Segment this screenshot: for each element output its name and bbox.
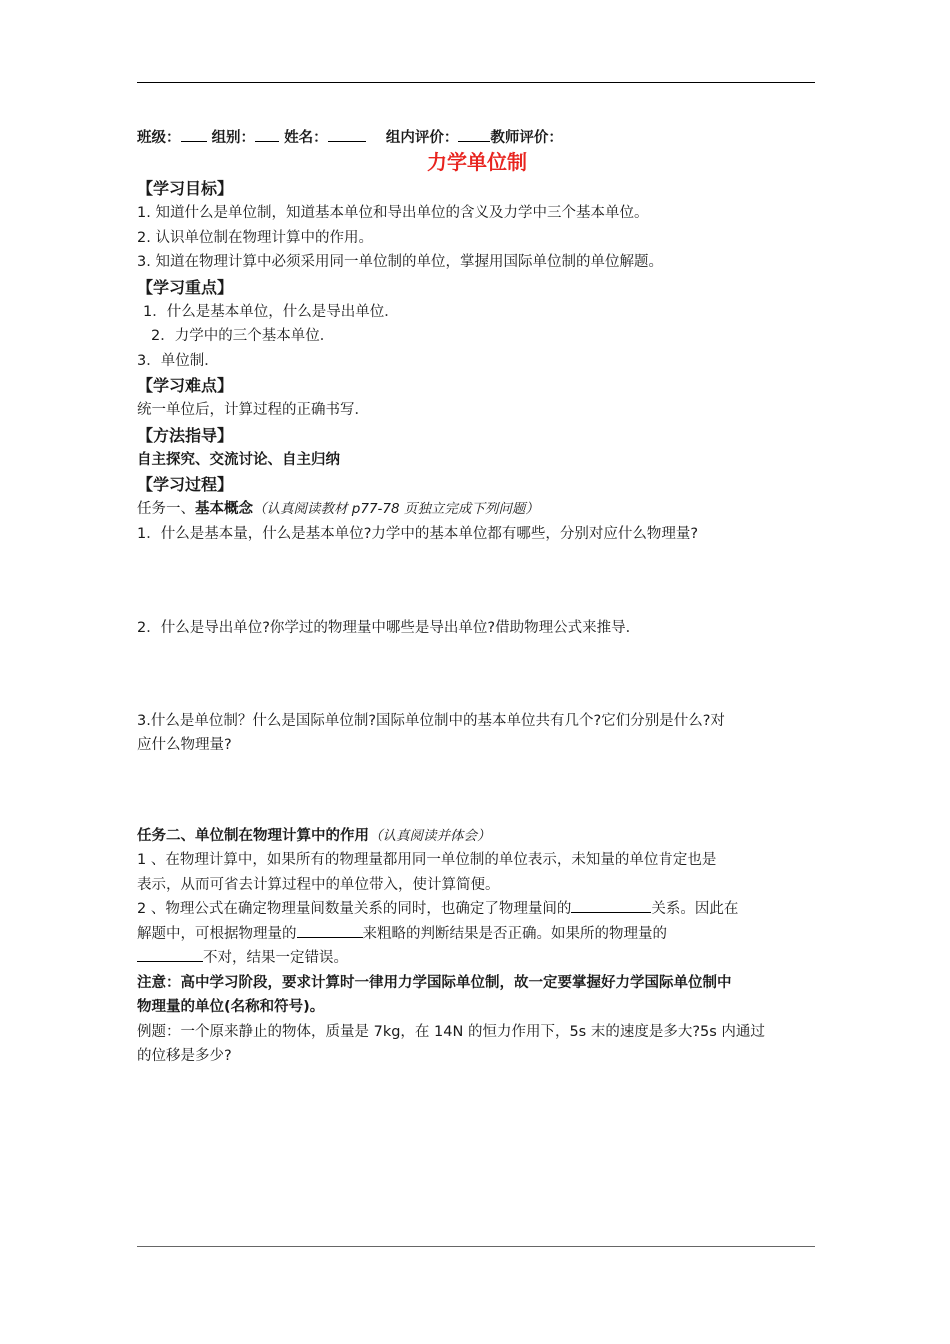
- objectives-heading: 【学习目标】: [137, 179, 234, 198]
- example-problem-cont: 的位移是多少?: [137, 1048, 232, 1064]
- answer-space: [137, 758, 817, 824]
- page-title: 力学单位制: [427, 150, 527, 174]
- paragraph-text: 2 、物理公式在确定物理量间数量关系的同时，也确定了物理量间的: [137, 901, 572, 917]
- fill-blank[interactable]: [571, 897, 651, 913]
- header-rule: [137, 82, 815, 83]
- task2-paragraph-2: [137, 897, 817, 922]
- paragraph-text: 关系。因此在: [651, 901, 739, 917]
- task1-question-3: 3.什么是单位制？什么是国际单位制?国际单位制中的基本单位共有几个?它们分别是什么?对: [137, 712, 725, 729]
- student-info-line: [137, 124, 817, 152]
- answer-space: [137, 641, 817, 709]
- process-heading: 【学习过程】: [137, 475, 234, 494]
- class-label: 班级：: [137, 130, 181, 146]
- paragraph-text: 解题中，可根据物理量的: [137, 925, 297, 942]
- task1-title: 基本概念: [195, 501, 253, 517]
- notice-text: 注意：高中学习阶段，要求计算时一律用力学国际单位制，故一定要掌握好力学国际单位制中: [137, 974, 732, 991]
- method-text: 自主探究、交流讨论、自主归纳: [137, 451, 340, 468]
- task1-title-line: [137, 497, 817, 522]
- teacher-eval-label: 教师评价：: [490, 130, 563, 146]
- objective-item: 1. 知道什么是单位制，知道基本单位和导出单位的含义及力学中三个基本单位。: [137, 205, 649, 221]
- example-problem: 例题：一个原来静止的物体，质量是 7kg，在 14N 的恒力作用下，5s 末的速度是多大?5s 内通过: [137, 1023, 765, 1040]
- task2-paragraph-2-cont: [137, 922, 817, 947]
- name-blank[interactable]: [328, 127, 366, 142]
- task1-question-3-cont: 应什么物理量?: [137, 737, 232, 753]
- group-label: 组别：: [211, 130, 256, 146]
- difficulties-text: 统一单位后，计算过程的正确书写．: [137, 402, 369, 418]
- answer-space: [137, 546, 817, 616]
- key-point-item: 2．力学中的三个基本单位．: [151, 328, 335, 344]
- worksheet-content: [137, 124, 817, 1069]
- objective-item: 2. 认识单位制在物理计算中的作用。: [137, 229, 373, 246]
- paragraph-text: 来粗略的判断结果是否正确。如果所的物理量的: [362, 925, 667, 942]
- group-blank[interactable]: [255, 127, 279, 142]
- key-points-heading: 【学习重点】: [137, 277, 234, 297]
- difficulties-heading: 【学习难点】: [137, 376, 234, 395]
- task1-prefix: 任务一、: [137, 501, 195, 517]
- class-blank[interactable]: [181, 127, 207, 142]
- task2-paragraph-1: 1 、在物理计算中，如果所有的物理量都用同一单位制的单位表示，未知量的单位肯定也是: [137, 852, 717, 868]
- group-eval-label: 组内评价：: [385, 130, 459, 146]
- footer-rule: [137, 1246, 815, 1247]
- fill-blank[interactable]: [137, 946, 203, 962]
- task2-title-line: [137, 824, 817, 849]
- task2-paragraph-2-end: [137, 946, 817, 971]
- task2-note: （认真阅读并体会）: [369, 827, 491, 844]
- key-point-item: 3．单位制．: [137, 352, 219, 369]
- objective-item: 3. 知道在物理计算中必须采用同一单位制的单位，掌握用国际单位制的单位解题。: [137, 254, 663, 270]
- key-point-item: 1．什么是基本单位，什么是导出单位．: [143, 303, 399, 320]
- task2-title: 任务二、单位制在物理计算中的作用: [137, 827, 369, 844]
- task1-question-1: 1．什么是基本量，什么是基本单位?力学中的基本单位都有哪些，分别对应什么物理量?: [137, 525, 699, 542]
- task2-paragraph-1-cont: 表示，从而可省去计算过程中的单位带入，使计算简便。: [137, 876, 500, 893]
- name-label: 姓名：: [284, 130, 328, 146]
- notice-text-cont: 物理量的单位(名称和符号)。: [137, 999, 325, 1015]
- paragraph-text: 不对，结果一定错误。: [203, 950, 348, 966]
- group-eval-blank[interactable]: [458, 127, 490, 142]
- task1-note: （认真阅读教材 p77-78 页独立完成下列问题）: [253, 501, 539, 517]
- task1-question-2: 2．什么是导出单位?你学过的物理量中哪些是导出单位?借助物理公式来推导．: [137, 620, 641, 636]
- fill-blank[interactable]: [297, 922, 363, 938]
- method-heading: 【方法指导】: [137, 425, 234, 445]
